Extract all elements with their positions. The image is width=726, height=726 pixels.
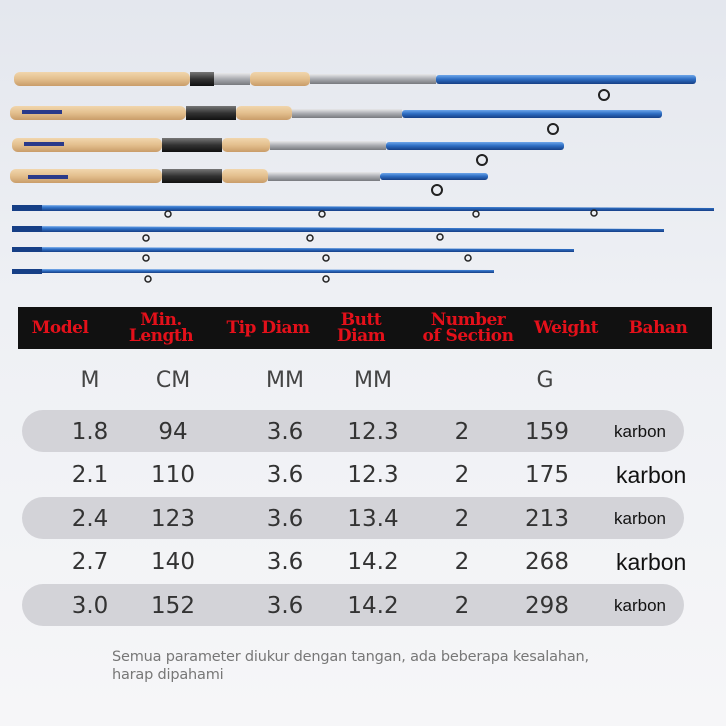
cell-length: 123 bbox=[151, 506, 195, 532]
rod-tip-section-3 bbox=[12, 247, 574, 261]
table-row bbox=[0, 410, 726, 452]
table-row bbox=[0, 497, 726, 539]
cell-tip: 3.6 bbox=[266, 549, 304, 575]
header-weight: Weight bbox=[533, 318, 599, 338]
cell-butt: 14.2 bbox=[347, 549, 399, 575]
cell-sections: 2 bbox=[454, 593, 470, 619]
unit-butt: MM bbox=[354, 368, 392, 393]
measurement-disclaimer bbox=[112, 648, 632, 684]
cell-length: 140 bbox=[151, 549, 195, 575]
cell-tip: 3.6 bbox=[266, 506, 304, 532]
table-row bbox=[0, 453, 726, 495]
cell-model: 3.0 bbox=[71, 593, 109, 619]
cell-material: karbon bbox=[616, 549, 687, 575]
rod-butt-section-1 bbox=[14, 72, 696, 100]
cell-butt: 12.3 bbox=[347, 419, 399, 445]
cell-material: karbon bbox=[614, 509, 666, 528]
unit-tip: MM bbox=[266, 368, 304, 393]
header-model: Model bbox=[31, 318, 89, 338]
spec-table-header bbox=[18, 307, 712, 349]
rod-butt-section-2 bbox=[10, 106, 662, 134]
cell-model: 1.8 bbox=[71, 419, 109, 445]
cell-sections: 2 bbox=[454, 549, 470, 575]
cell-weight: 298 bbox=[525, 593, 569, 619]
cell-model: 2.1 bbox=[71, 462, 109, 488]
cell-length: 152 bbox=[151, 593, 195, 619]
cell-material: karbon bbox=[614, 596, 666, 615]
cell-material: karbon bbox=[614, 422, 666, 441]
cell-weight: 159 bbox=[525, 419, 569, 445]
cell-butt: 14.2 bbox=[347, 593, 399, 619]
cell-weight: 268 bbox=[525, 549, 569, 575]
disclaimer-line-1: Semua parameter diukur dengan tangan, ada beberapa kesalahan, bbox=[112, 649, 589, 665]
rod-tip-section-1 bbox=[12, 205, 714, 217]
fishing-rods-illustration bbox=[0, 0, 726, 300]
unit-length: CM bbox=[155, 368, 191, 393]
header-number-of-section: Number of Section bbox=[422, 310, 514, 346]
cell-weight: 213 bbox=[525, 506, 569, 532]
cell-tip: 3.6 bbox=[266, 419, 304, 445]
cell-sections: 2 bbox=[454, 506, 470, 532]
cell-sections: 2 bbox=[454, 462, 470, 488]
unit-weight: G bbox=[536, 368, 554, 393]
header-min-length: Min. Length bbox=[128, 310, 194, 346]
cell-length: 94 bbox=[158, 419, 188, 445]
header-tip-diam: Tip Diam bbox=[226, 318, 310, 338]
rod-tip-section-2 bbox=[12, 226, 664, 241]
rod-tip-section-4 bbox=[12, 269, 494, 282]
cell-tip: 3.6 bbox=[266, 593, 304, 619]
table-row bbox=[0, 584, 726, 626]
rod-butt-section-3 bbox=[12, 138, 564, 165]
cell-model: 2.7 bbox=[71, 549, 109, 575]
cell-butt: 12.3 bbox=[347, 462, 399, 488]
cell-model: 2.4 bbox=[71, 506, 109, 532]
cell-weight: 175 bbox=[525, 462, 569, 488]
unit-model: M bbox=[80, 368, 100, 393]
rod-butt-section-4 bbox=[10, 169, 488, 195]
cell-sections: 2 bbox=[454, 419, 470, 445]
header-butt-diam: Butt Diam bbox=[336, 310, 386, 346]
table-row bbox=[0, 540, 726, 582]
cell-material: karbon bbox=[616, 462, 687, 488]
cell-tip: 3.6 bbox=[266, 462, 304, 488]
cell-butt: 13.4 bbox=[347, 506, 399, 532]
disclaimer-line-2: harap dipahami bbox=[112, 667, 224, 683]
header-bahan: Bahan bbox=[628, 318, 688, 338]
cell-length: 110 bbox=[151, 462, 195, 488]
